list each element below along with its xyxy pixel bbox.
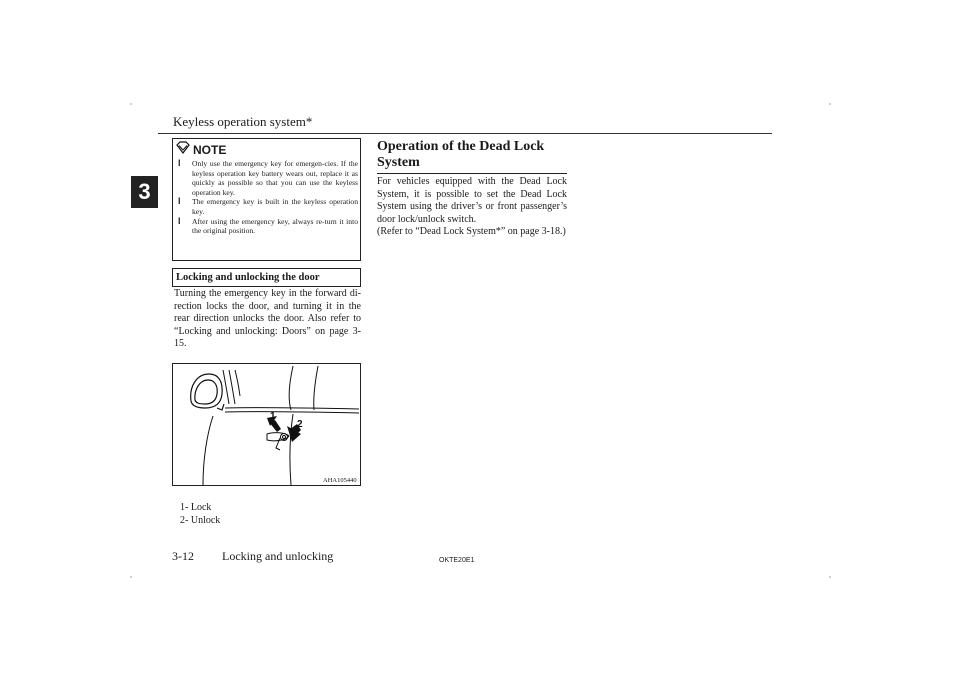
subsection-heading: Locking and unlocking the door bbox=[172, 268, 361, 287]
note-item-text: The emergency key is built in the keyless operation key. bbox=[192, 197, 358, 216]
locking-paragraph: Turning the emergency key in the forward di-rection locks the door, and turning it in the rear direction unlocks the door. Also refer to “Locking and unlocking: Doors” on page 3-15. bbox=[174, 288, 361, 350]
legend-item bbox=[180, 515, 220, 528]
door-drawing bbox=[203, 366, 359, 485]
note-list bbox=[177, 159, 358, 236]
legend-label: Lock bbox=[190, 502, 212, 513]
callout-2: 2 bbox=[297, 419, 303, 430]
callout-1: 1 bbox=[270, 411, 276, 422]
door-lock-illustration bbox=[172, 363, 361, 486]
header-title: Keyless operation system* bbox=[173, 114, 313, 129]
note-item bbox=[177, 217, 358, 236]
document-code: OKTE20E1 bbox=[439, 557, 475, 564]
legend-label: Unlock bbox=[190, 514, 221, 526]
crop-mark bbox=[829, 103, 831, 105]
figure-code: AHA105440 bbox=[323, 477, 357, 484]
mirror-drawing bbox=[191, 374, 224, 410]
bullet-icon: l bbox=[178, 215, 181, 226]
crop-mark bbox=[130, 576, 132, 578]
note-item-text: After using the emergency key, always re-turn it into the original position. bbox=[192, 216, 358, 236]
bullet-icon: l bbox=[178, 158, 181, 168]
crop-mark bbox=[829, 576, 831, 578]
note-item bbox=[177, 197, 358, 216]
bullet-icon: l bbox=[178, 196, 181, 207]
chapter-tab: 3 bbox=[131, 176, 158, 208]
door-handle-drawing bbox=[267, 433, 289, 450]
page-number: 3-12 bbox=[172, 549, 194, 563]
section-title: Operation of the Dead Lock System bbox=[377, 139, 545, 170]
footer-section-title: Locking and unlocking bbox=[222, 549, 334, 563]
note-item-text: Only use the emergency key for emergen-cies. If the keyless operation key battery wears out, replace it as quickly as possible so that you can use the keyless operation key. bbox=[192, 159, 358, 197]
legend-number: 1- bbox=[180, 502, 189, 513]
legend-item bbox=[180, 502, 220, 515]
dead-lock-paragraph: For vehicles equipped with the Dead Lock System, it is possible to set the Dead Lock System using the driver’s or front passenger’s door lock/unlock switch. bbox=[377, 176, 567, 225]
legend-number: 2- bbox=[180, 514, 189, 526]
note-header bbox=[176, 141, 226, 159]
crop-mark bbox=[130, 103, 132, 105]
header-rule bbox=[158, 133, 772, 134]
figure-legend bbox=[180, 502, 220, 527]
note-icon bbox=[176, 141, 190, 159]
note-title: NOTE bbox=[193, 143, 227, 157]
section-rule bbox=[377, 173, 567, 174]
note-box bbox=[172, 138, 361, 261]
note-item bbox=[177, 159, 358, 197]
dead-lock-reference: (Refer to “Dead Lock System*” on page 3-18.) bbox=[377, 226, 566, 238]
dead-lock-body bbox=[377, 176, 567, 239]
